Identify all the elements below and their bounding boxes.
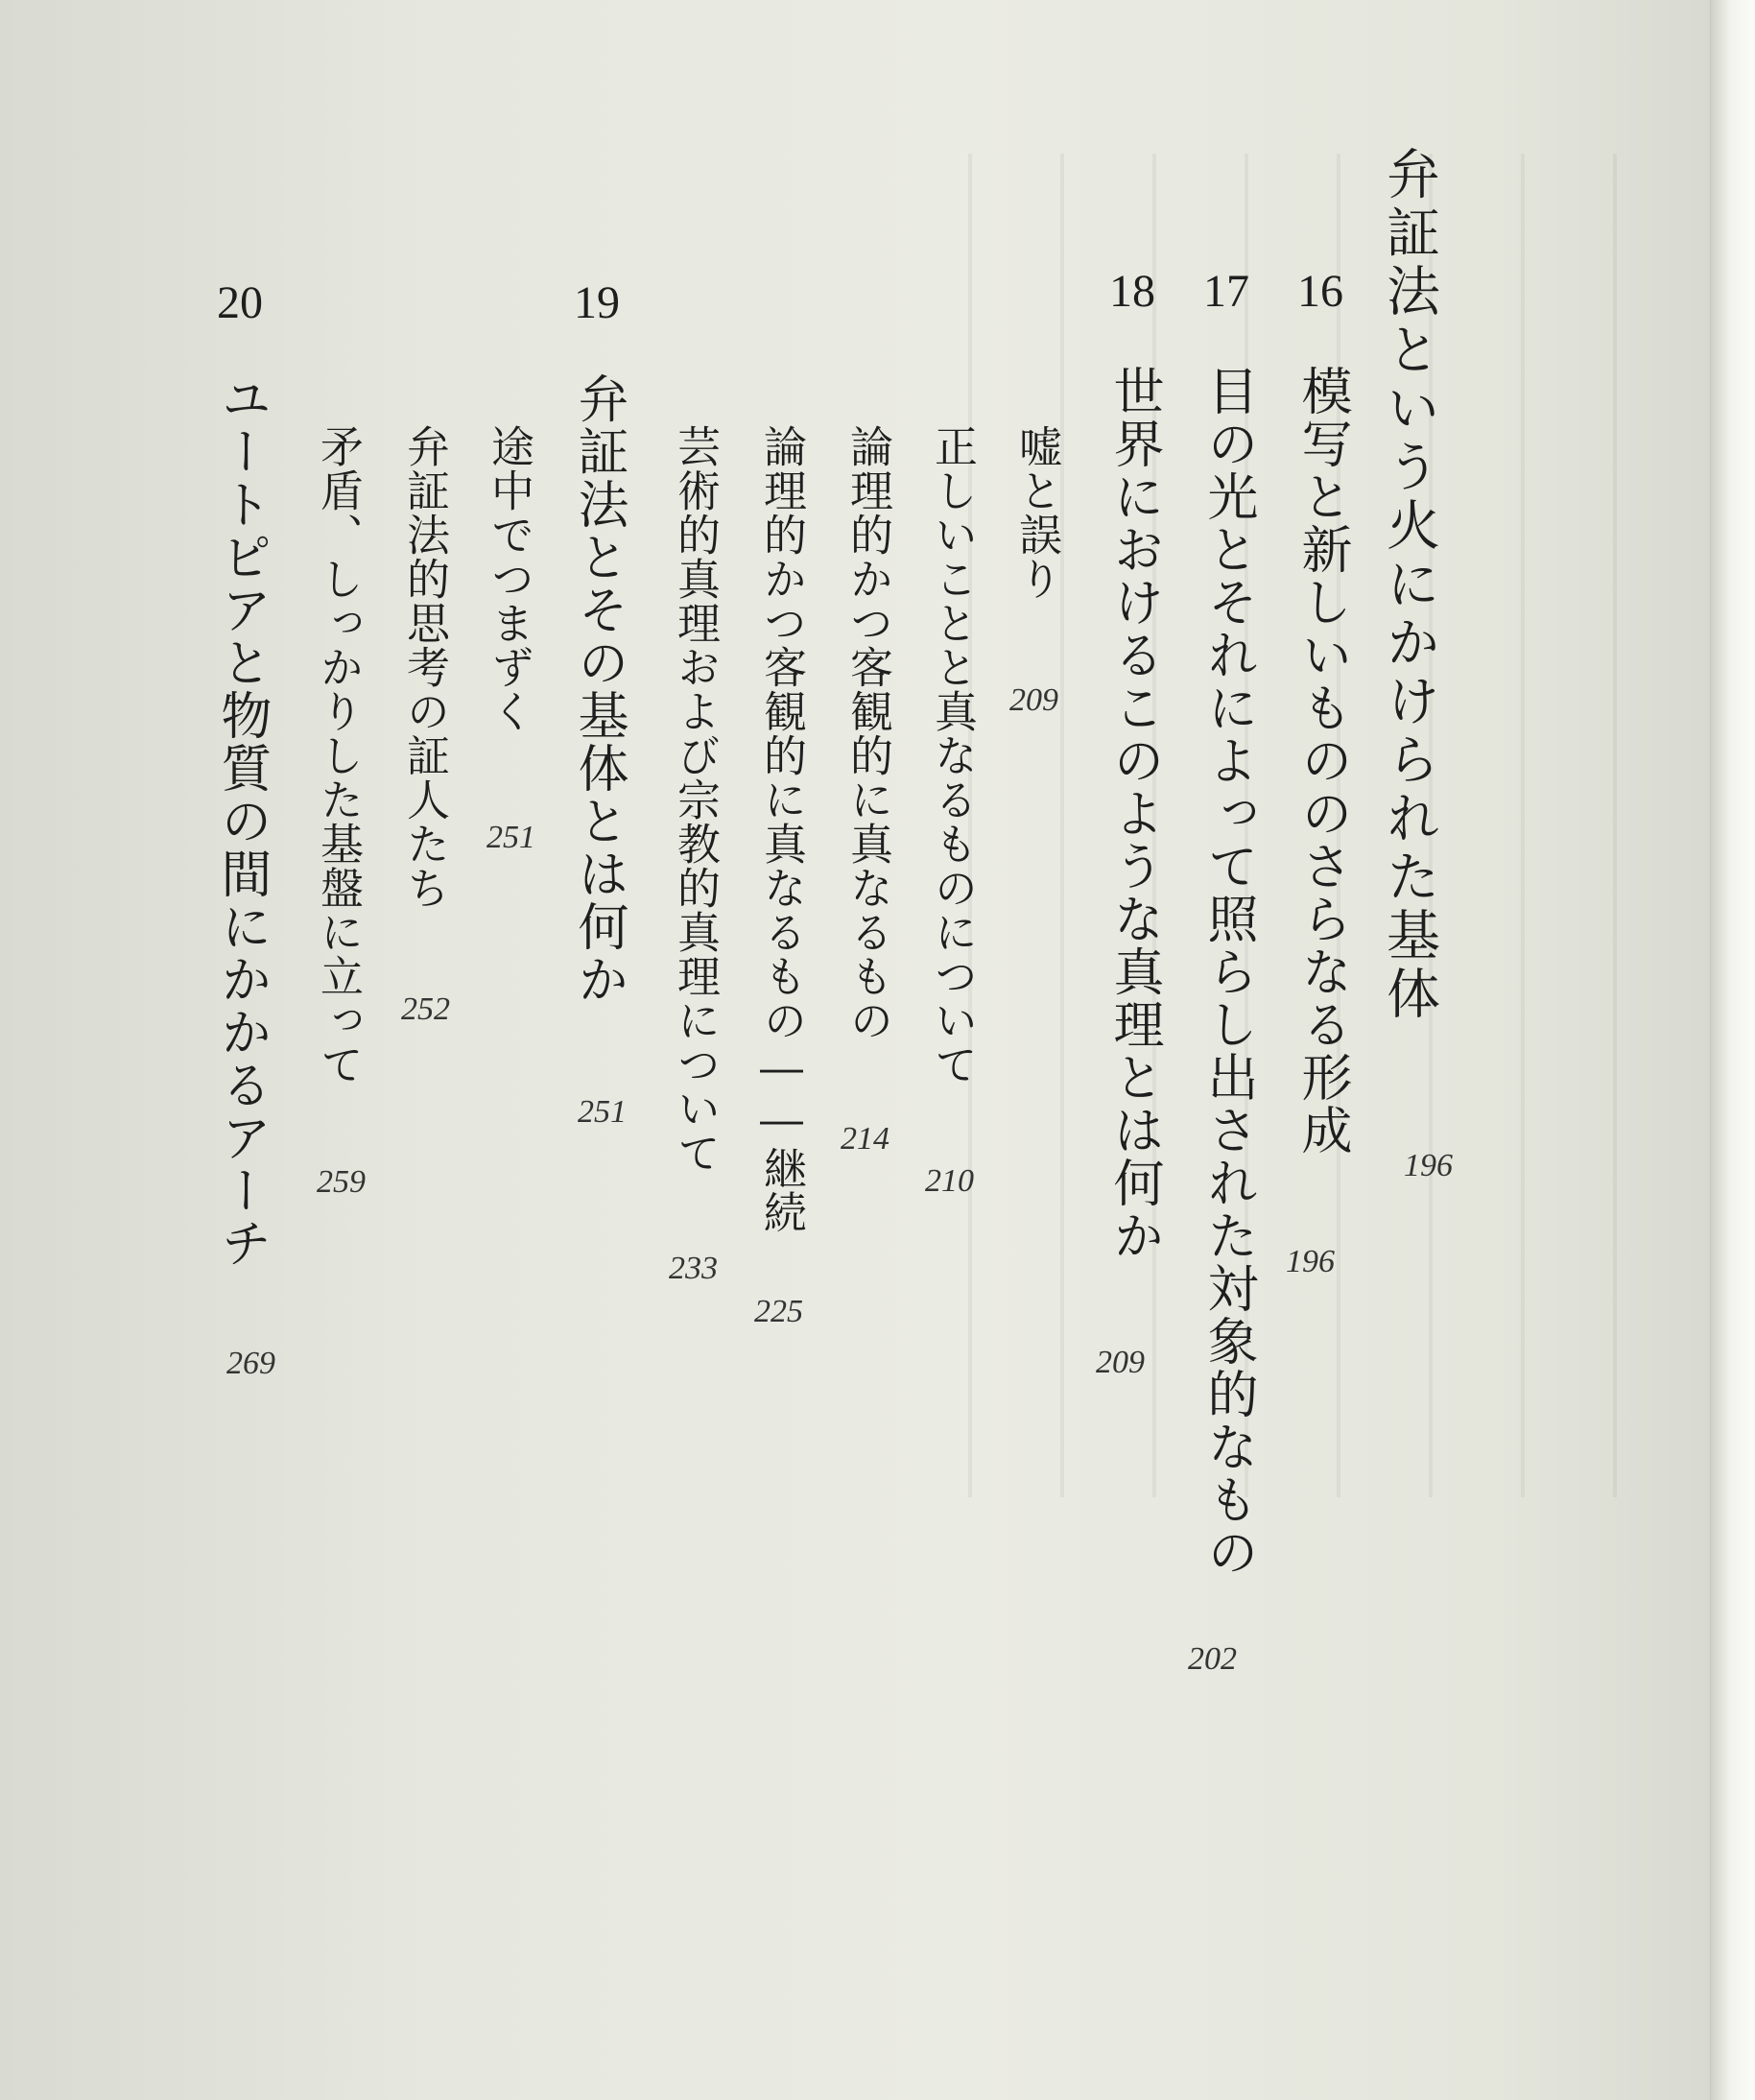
chapter-17-number: 17 (1203, 266, 1249, 317)
section-ronriteki-1-page: 214 (841, 1121, 889, 1157)
chapter-17-title: 目の光とそれによって照らし出された対象的なもの (1199, 365, 1258, 1579)
section-shonin-tachi: 弁証法的思考の証人たち (399, 424, 450, 910)
part-page: 196 (1404, 1148, 1453, 1183)
section-tochu-de-tsumazuku: 途中でつまずく (484, 424, 534, 733)
section-ronriteki-1: 論理的かつ客観的に真なるもの (842, 424, 893, 1042)
section-ronriteki-2-page: 225 (754, 1294, 803, 1329)
chapter-18-page: 209 (1096, 1345, 1145, 1380)
section-geijutsuteki-page: 233 (669, 1251, 718, 1286)
chapter-19-page: 251 (578, 1094, 627, 1130)
chapter-20-page: 269 (226, 1346, 275, 1381)
section-mujun: 矛盾、しっかりした基盤に立って (313, 424, 364, 1086)
chapter-19-title: 弁証法とその基体とは何か (570, 372, 628, 1006)
section-uso-to-ayamari-page: 209 (1009, 682, 1058, 718)
page-edge (1710, 0, 1755, 2100)
section-tadashii-koto: 正しいことと真なるものについて (927, 424, 978, 1086)
chapter-18-number: 18 (1109, 266, 1155, 317)
section-uso-to-ayamari: 嘘と誤り (1011, 424, 1062, 601)
chapter-17-page: 202 (1188, 1641, 1237, 1677)
section-tochu-de-tsumazuku-page: 251 (486, 820, 535, 855)
chapter-20-number: 20 (217, 277, 263, 328)
section-shonin-tachi-page: 252 (401, 991, 450, 1027)
part-title: 弁証法という火にかけられた基体 (1378, 146, 1440, 1024)
section-ronriteki-2: 論理的かつ客観的に真なるもの――継続 (756, 424, 807, 1234)
chapter-19-number: 19 (574, 277, 620, 328)
chapter-16-page: 196 (1286, 1244, 1335, 1279)
section-mujun-page: 259 (317, 1164, 366, 1200)
chapter-16-title: 模写と新しいもののさらなる形成 (1293, 365, 1352, 1157)
chapter-20-title: ユートピアと物質の間にかかるアーチ (213, 372, 272, 1270)
chapter-16-number: 16 (1297, 266, 1343, 317)
section-geijutsuteki: 芸術的真理および宗教的真理について (670, 424, 721, 1175)
section-tadashii-koto-page: 210 (925, 1163, 974, 1199)
chapter-18-title: 世界におけるこのような真理とは何か (1105, 365, 1164, 1262)
